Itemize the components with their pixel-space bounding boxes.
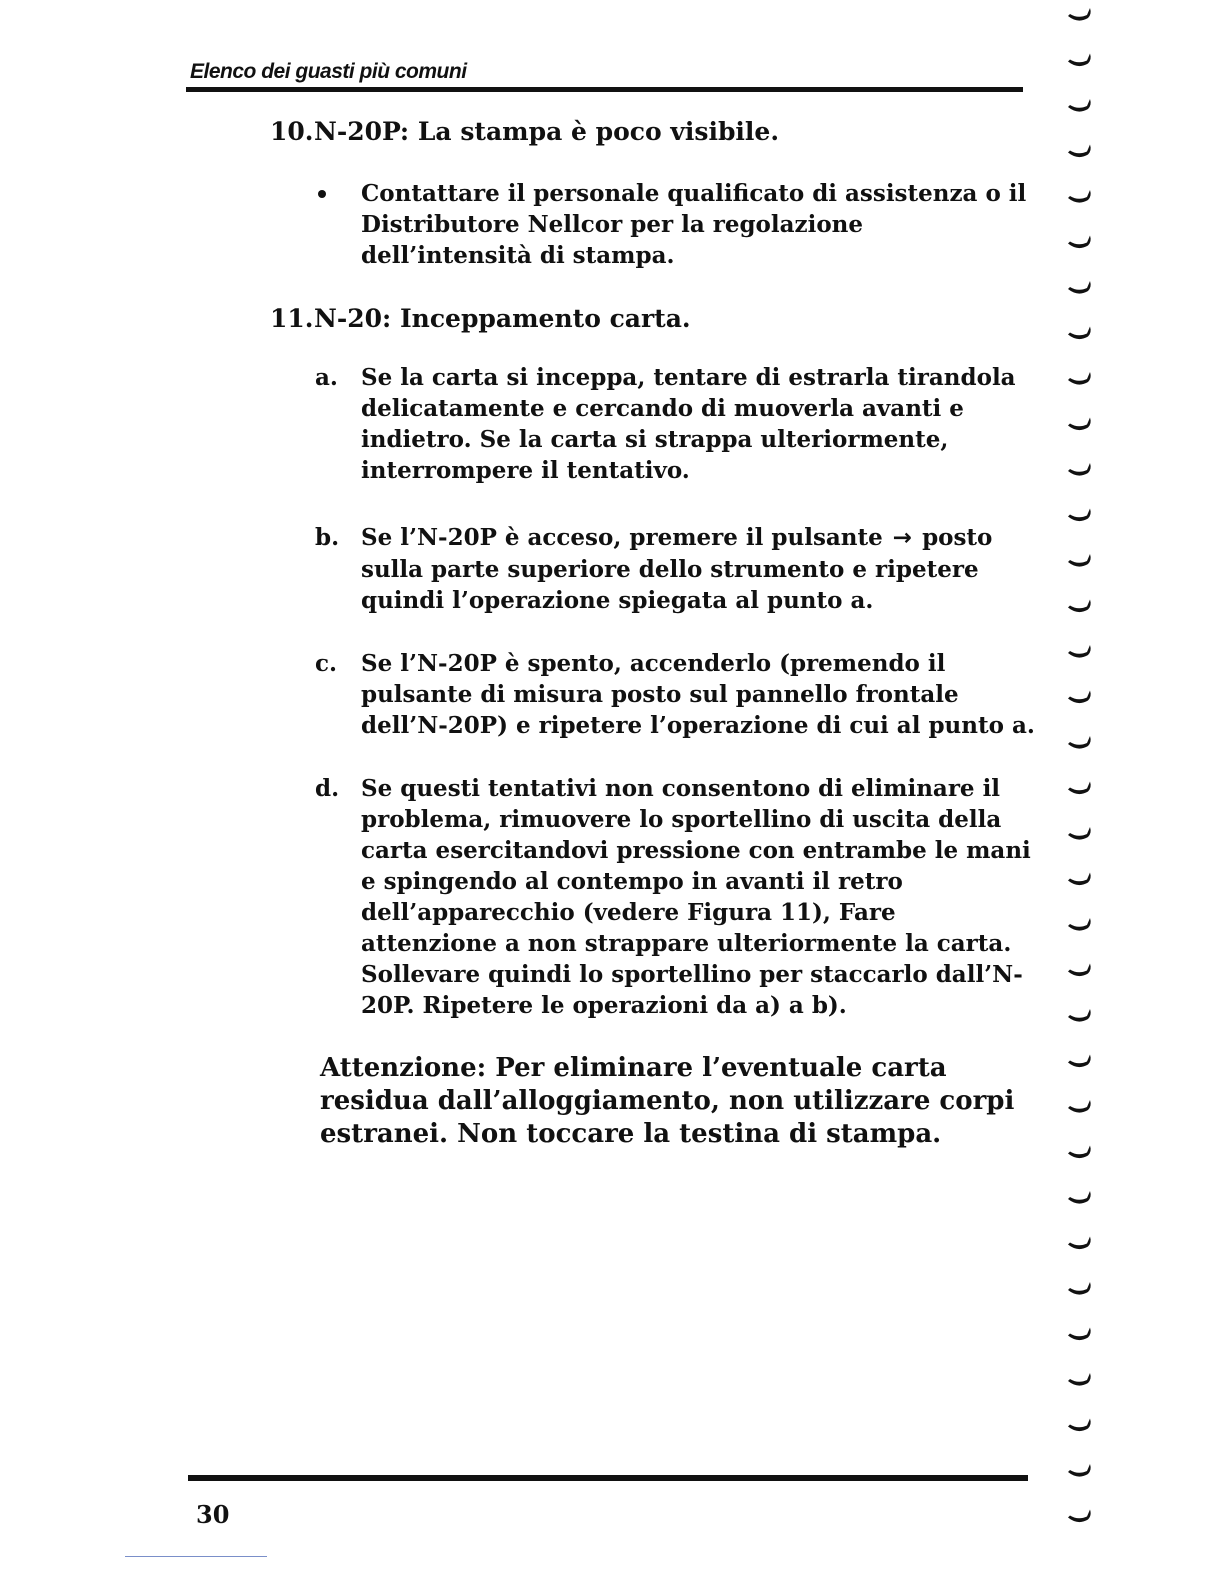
binding-hole-icon (1068, 1191, 1091, 1204)
scan-underline (125, 1556, 267, 1557)
list-item-d (315, 773, 1035, 1021)
binding-hole-icon (1068, 918, 1091, 931)
list-item-b (315, 522, 1035, 616)
binding-hole-icon (1068, 1510, 1091, 1523)
binding-hole-icon (1068, 281, 1091, 294)
list-item-text (361, 522, 1035, 616)
binding-hole-icon (1068, 1237, 1091, 1250)
binding-hole-icon (1068, 873, 1091, 886)
binding-hole-icon (1068, 1419, 1091, 1432)
binding-hole-icon (1068, 418, 1091, 431)
binding-hole-icon (1068, 54, 1091, 67)
binding-hole-icon (1068, 372, 1091, 385)
binding-hole-icon (1068, 691, 1091, 704)
binding-hole-icon (1068, 782, 1091, 795)
binding-hole-icon (1068, 645, 1091, 658)
list-item-a (315, 362, 1035, 486)
binding-hole-icon (1068, 1009, 1091, 1022)
section-heading-11 (270, 303, 691, 335)
list-marker: b. (315, 524, 340, 551)
binding-hole-icon (1068, 736, 1091, 749)
section-title: N-20: Inceppamento carta. (314, 304, 691, 333)
binding-hole-icon (1068, 1373, 1091, 1386)
list-item (315, 178, 1035, 271)
arrow-right-icon: → (892, 525, 913, 551)
binding-hole-icon (1068, 600, 1091, 613)
binding-hole-icon (1068, 236, 1091, 249)
list-marker: c. (315, 650, 338, 677)
list-item-text: Se questi tentativi non consentono di eliminare il problema, rimuovere lo sportellino di uscita della carta esercitandovi pressione con entrambe le mani e spingendo al contempo in avanti il retro dell’apparecchio (vedere Figura 11), Fare attenzione a non strappare ulteriormente la carta. Sollevare quindi lo sportellino per staccarlo dall’N-20P. Ripetere le operazioni da a) a b). (361, 775, 1031, 1019)
binding-hole-icon (1068, 554, 1091, 567)
item-text-before: Se l’N-20P è acceso, premere il pulsante (361, 524, 883, 551)
binding-hole-icon (1068, 1100, 1091, 1113)
binding-hole-icon (1068, 190, 1091, 203)
binding-hole-icon (1068, 1464, 1091, 1477)
section-number: 11. (270, 304, 314, 333)
section-title: N-20P: La stampa è poco visibile. (314, 117, 780, 146)
binding-hole-icon (1068, 8, 1091, 21)
page-number: 30 (196, 1500, 230, 1529)
binding-hole-icon (1068, 964, 1091, 977)
binding-hole-icon (1068, 827, 1091, 840)
header-title: Elenco dei guasti più comuni (190, 60, 467, 83)
binding-holes-icon (1060, 0, 1110, 1584)
list-marker: a. (315, 364, 338, 391)
binding-hole-icon (1068, 99, 1091, 112)
header-rule (186, 87, 1023, 92)
binding-hole-icon (1068, 327, 1091, 340)
binding-hole-icon (1068, 463, 1091, 476)
list-item-text: Contattare il personale qualificato di assistenza o il Distributore Nellcor per la regolazione dell’intensità di stampa. (361, 180, 1027, 269)
list-marker: d. (315, 775, 340, 802)
section-heading-10 (270, 116, 779, 148)
binding-hole-icon (1068, 1282, 1091, 1295)
section-number: 10. (270, 117, 314, 146)
binding-hole-icon (1068, 145, 1091, 158)
binding-hole-icon (1068, 1055, 1091, 1068)
list-item-text: Se la carta si inceppa, tentare di estrarla tirandola delicatamente e cercando di muoverla avanti e indietro. Se la carta si strappa ulteriormente, interrompere il tentativo. (361, 364, 1016, 484)
warning-note: Attenzione: Per eliminare l’eventuale carta residua dall’alloggiamento, non utilizzare corpi estranei. Non toccare la testina di stampa. (320, 1053, 1015, 1149)
list-item-text: Se l’N-20P è spento, accenderlo (premendo il pulsante di misura posto sul pannello frontale dell’N-20P) e ripetere l’operazione di cui al punto a. (361, 650, 1035, 739)
footer-rule (188, 1475, 1028, 1481)
binding-hole-icon (1068, 1328, 1091, 1341)
binding-hole-icon (1068, 1146, 1091, 1159)
binding-hole-icon (1068, 509, 1091, 522)
item-text-after: posto sulla parte superiore dello strumento e ripetere quindi l’operazione spiegata al punto a. (361, 524, 993, 614)
list-item-c (315, 648, 1035, 741)
